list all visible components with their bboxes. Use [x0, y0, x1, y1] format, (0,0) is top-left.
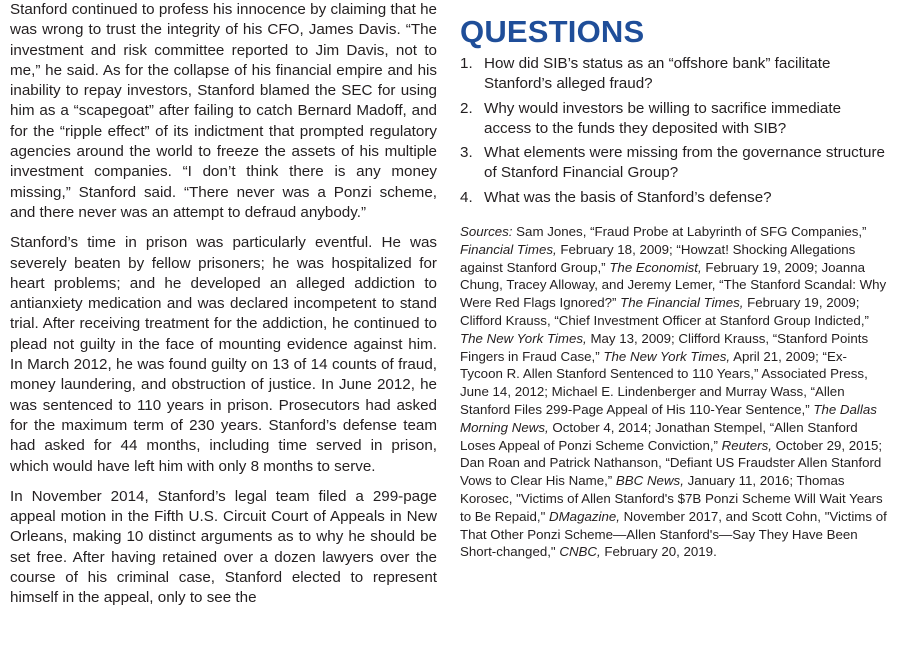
citation-text: February 20, 2019.: [600, 544, 717, 560]
citation-text: October 29, 2015; Dan Roan and Patrick Nathanson, “Defiant US Fraudster Allen Stanford Vows to Clear His Name,”: [460, 437, 883, 489]
sources-label: Sources:: [460, 224, 513, 240]
publication-name: The Financial Times,: [620, 295, 744, 311]
publication-name: The New York Times,: [460, 330, 587, 346]
citation-text: February 19, 2009; Clifford Krauss, “Chief Investment Officer at Stanford Group Indicted,”: [460, 295, 869, 329]
publication-name: The Dallas Morning News,: [460, 402, 877, 435]
publication-name: BBC News,: [615, 473, 684, 489]
citation-text: April 21, 2009; “Ex-Tycoon R. Allen Stanford Sentenced to 110 Years,” Associated Press, June 14, 2012; Michael E. Lindenberger and Murray Wass, “Allen Stanford Files 299-Page Appeal of His 110-Year Sentence,”: [460, 348, 868, 418]
publication-name: DMagazine,: [549, 508, 620, 524]
citation-text: Sam Jones, “Fraud Probe at Labyrinth of SFG Companies,”: [512, 224, 867, 240]
question-number: 1.: [460, 55, 473, 72]
paragraph: Stanford continued to profess his innocence by claiming that he was wrong to trust the integrity of his CFO, James Davis. “The investment and risk committee reported to Jim Davis, not to me,” he said. As for the collapse of his financial empire and his inability to repay investors, Stanford blamed the SEC for using him as a “scapegoat” after failing to catch Bernard Madoff, and for the “ripple effect” of its indictment that prompted regulatory agencies around the world to freeze the assets of his multiple investment companies. “I don’t think there is any money missing,” Stanford said. “There never was a Ponzi scheme, and there never was an attempt to defraud anybody.”: [10, 1, 437, 221]
publication-name: Financial Times,: [460, 241, 557, 257]
question-item: [460, 54, 888, 95]
question-number: 2.: [460, 99, 473, 117]
question-item: [460, 188, 888, 208]
question-item: [460, 99, 888, 140]
body-text-column: [10, 0, 437, 619]
citation-text: February 18, 2009; “Howzat! Shocking Allegations against Stanford Group,”: [460, 241, 856, 275]
paragraph: Stanford’s time in prison was particularly eventful. He was severely beaten by fellow prisoners; he was hospitalized for heart problems; and he developed an alleged addiction to antianxiety medication and was declared incompetent to stand trial. After receiving treatment for the addiction, he continued to plead not guilty in the face of mounting evidence against him. In March 2012, he was found guilty on 13 of 14 counts of fraud, money laundering, and obstruction of justice. In June 2012, he was sentenced to 110 years in prison. Prosecutors had asked for the maximum term of 230 years. Stanford’s defense team had asked for 44 months, including time served in prison, which would have left him with only 8 months to serve.: [10, 234, 437, 475]
publication-name: The New York Times,: [603, 348, 731, 364]
citation-text: January 11, 2016; Thomas Korosec, "Victims of Allen Stanford's $7B Ponzi Scheme Will Wait Years to Be Repaid,": [460, 473, 883, 524]
paragraph: In November 2014, Stanford’s legal team filed a 299-page appeal motion in the Fifth U.S. Circuit Court of Appeals in New Orleans, making 10 distinct arguments as to why he should be set free. After having retained over a dozen lawyers over the course of his criminal case, Stanford elected to represent himself in the appeal, only to see the: [10, 487, 437, 607]
publication-name: The Economist,: [609, 259, 702, 275]
citation-text: February 19, 2009; Joanna Chung, Tracey Alloway, and Jeremy Lemer, “The Stanford Scandal: Why Were Red Flags Ignored?”: [460, 259, 887, 311]
citation-text: October 4, 2014; Jonathan Stempel, “Allen Stanford Loses Appeal of Ponzi Scheme Conviction,”: [460, 419, 858, 453]
question-text: What was the basis of Stanford’s defense?: [484, 188, 772, 206]
publication-name: CNBC,: [559, 544, 601, 560]
publication-name: Reuters,: [721, 437, 772, 453]
questions-heading: QUESTIONS: [460, 14, 645, 49]
question-number: 3.: [460, 144, 473, 162]
question-text: How did SIB’s status as an “offshore bank” facilitate Stanford’s alleged fraud?: [484, 55, 831, 93]
question-number: 4.: [460, 188, 473, 206]
questions-list: [460, 54, 888, 208]
questions-column: [460, 14, 888, 561]
sources-citation: [460, 223, 888, 561]
question-text: What elements were missing from the governance structure of Stanford Financial Group?: [484, 144, 885, 182]
question-item: [460, 143, 888, 184]
citation-text: May 13, 2009; Clifford Krauss, “Stanford Points Fingers in Fraud Case,”: [460, 330, 869, 364]
citation-text: November 2017, and Scott Cohn, "Victims of That Other Ponzi Scheme—Allen Stanford's—Say They Have Been Short-changed,": [460, 508, 887, 560]
question-text: Why would investors be willing to sacrifice immediate access to the funds they deposited with SIB?: [484, 99, 842, 137]
